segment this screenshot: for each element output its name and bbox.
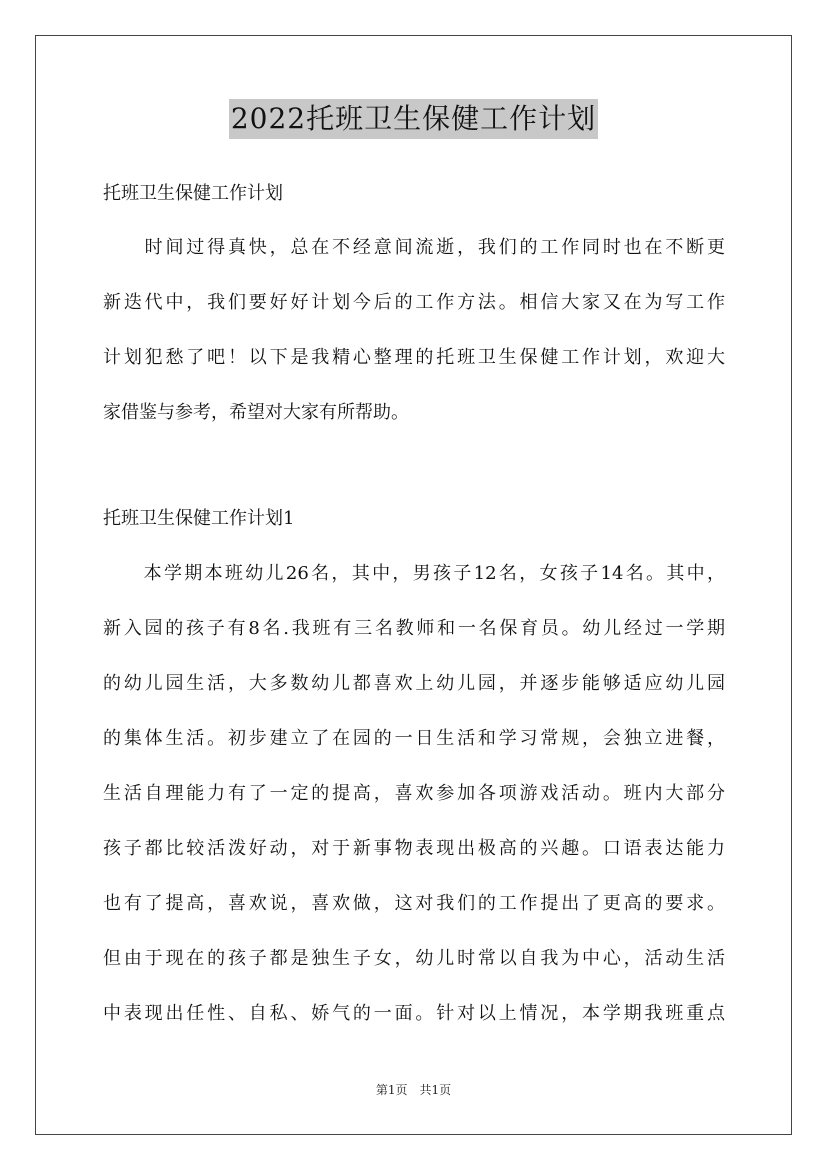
page-number-label: 第1页 共1页 — [375, 1083, 452, 1097]
paragraph-line: 孩子都比较活泼好动，对于新事物表现出极高的兴趣。口语表达能力 — [103, 838, 725, 859]
paragraph-line: 也有了提高，喜欢说，喜欢做，这对我们的工作提出了更高的要求。 — [103, 893, 725, 914]
paragraph-line: 生活自理能力有了一定的提高，喜欢参加各项游戏活动。班内大部分 — [103, 783, 725, 804]
paragraph-line: 计划犯愁了吧！以下是我精心整理的托班卫生保健工作计划，欢迎大 — [103, 347, 725, 368]
intro-paragraph — [103, 220, 725, 440]
section1-paragraph — [103, 546, 725, 1041]
paragraph-line: 新入园的孩子有8名.我班有三名教师和一名保育员。幼儿经过一学期 — [103, 618, 725, 639]
paragraph-line: 家借鉴与参考，希望对大家有所帮助。 — [103, 402, 409, 423]
paragraph-line: 的幼儿园生活，大多数幼儿都喜欢上幼儿园，并逐步能够适应幼儿园 — [103, 673, 725, 694]
section1-heading: 托班卫生保健工作计划1 — [103, 508, 295, 529]
paragraph-line: 的集体生活。初步建立了在园的一日生活和学习常规，会独立进餐， — [103, 728, 725, 749]
page-footer — [0, 1082, 827, 1098]
intro-heading: 托班卫生保健工作计划 — [103, 183, 283, 204]
title-area — [0, 99, 827, 139]
paragraph-line: 新迭代中，我们要好好计划今后的工作方法。相信大家又在为写工作 — [103, 292, 725, 313]
document-title: 2022托班卫生保健工作计划 — [229, 99, 598, 139]
section1-heading-block — [103, 507, 725, 531]
paragraph-line: 但由于现在的孩子都是独生子女，幼儿时常以自我为中心，活动生活 — [103, 948, 725, 969]
paragraph-line: 时间过得真快，总在不经意间流逝，我们的工作同时也在不断更 — [103, 237, 725, 258]
intro-heading-block — [103, 182, 725, 206]
paragraph-line: 本学期本班幼儿26名，其中，男孩子12名，女孩子14名。其中， — [103, 563, 725, 584]
paragraph-line: 中表现出任性、自私、娇气的一面。针对以上情况，本学期我班重点 — [103, 1003, 725, 1024]
